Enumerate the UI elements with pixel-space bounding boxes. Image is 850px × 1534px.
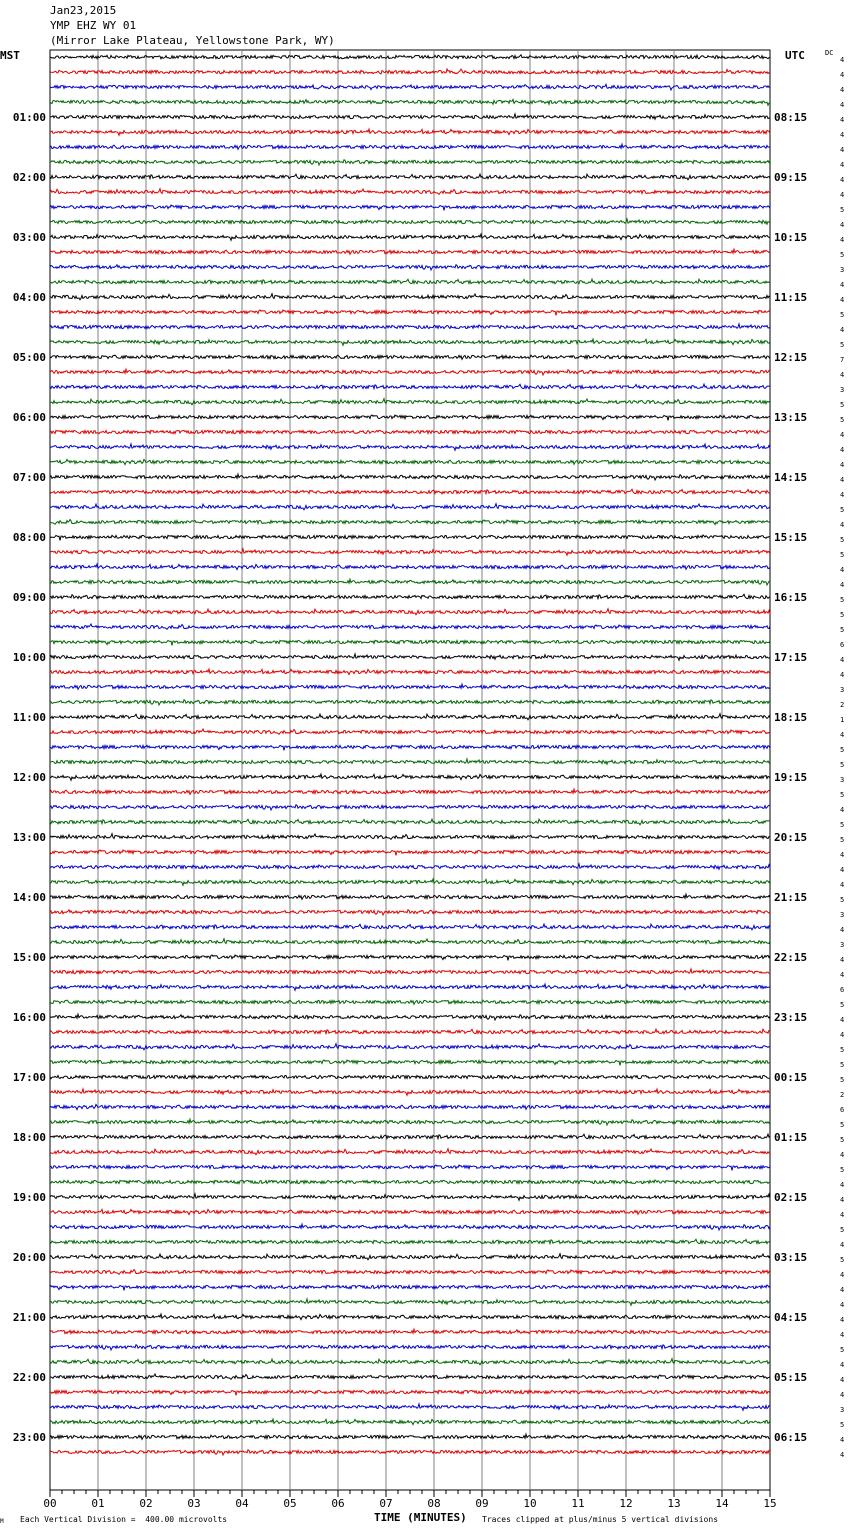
dc-value: 5 bbox=[840, 341, 845, 349]
dc-value: 4 bbox=[840, 1301, 845, 1309]
dc-value: 4 bbox=[840, 671, 845, 679]
dc-value: 5 bbox=[840, 746, 845, 754]
dc-value: 4 bbox=[840, 881, 845, 889]
dc-value: 4 bbox=[840, 176, 845, 184]
seismic-trace bbox=[50, 294, 770, 300]
dc-value: 5 bbox=[840, 626, 845, 634]
seismic-trace bbox=[50, 520, 770, 525]
dc-value: 3 bbox=[840, 686, 845, 694]
dc-value: 4 bbox=[840, 1016, 845, 1024]
right-hour-label: 16:15 bbox=[774, 591, 808, 604]
dc-value: 4 bbox=[840, 866, 845, 874]
seismic-trace bbox=[50, 549, 770, 555]
seismic-trace bbox=[50, 69, 770, 74]
seismic-trace bbox=[50, 1075, 770, 1079]
seismic-trace bbox=[50, 84, 770, 90]
dc-value: 4 bbox=[840, 491, 845, 499]
seismic-trace bbox=[50, 819, 770, 825]
dc-value: 4 bbox=[840, 476, 845, 484]
dc-value: 3 bbox=[840, 941, 845, 949]
left-hour-label: 08:00 bbox=[12, 531, 46, 544]
dc-value: 5 bbox=[840, 836, 845, 844]
dc-value: 3 bbox=[840, 386, 845, 394]
seismic-trace bbox=[50, 310, 770, 315]
seismic-trace bbox=[50, 1434, 770, 1439]
division-note: Each Vertical Division = 400.00 microvolts bbox=[20, 1515, 228, 1524]
dc-value: 5 bbox=[840, 506, 845, 514]
seismic-trace bbox=[50, 279, 770, 284]
seismic-trace bbox=[50, 55, 770, 59]
x-tick-label: 01 bbox=[91, 1497, 105, 1510]
seismic-trace bbox=[50, 265, 770, 270]
seismic-trace bbox=[50, 369, 770, 375]
seismic-trace bbox=[50, 955, 770, 960]
seismic-trace bbox=[50, 249, 770, 254]
dc-value: 7 bbox=[840, 356, 845, 364]
right-hour-label: 06:15 bbox=[774, 1431, 808, 1444]
dc-value: 5 bbox=[840, 1121, 845, 1129]
dc-value: 2 bbox=[840, 1091, 845, 1099]
x-tick-label: 04 bbox=[235, 1497, 249, 1510]
dc-value: 4 bbox=[840, 1451, 845, 1459]
seismic-trace bbox=[50, 489, 770, 494]
dc-value: 5 bbox=[840, 401, 845, 409]
seismic-trace bbox=[50, 969, 770, 974]
seismic-trace bbox=[50, 879, 770, 885]
left-hour-label: 15:00 bbox=[12, 951, 46, 964]
seismic-trace bbox=[50, 219, 770, 224]
seismic-trace bbox=[50, 654, 770, 660]
x-tick-label: 15 bbox=[763, 1497, 777, 1510]
dc-value: 4 bbox=[840, 1316, 845, 1324]
right-hour-label: 13:15 bbox=[774, 411, 808, 424]
left-hour-label: 13:00 bbox=[12, 831, 46, 844]
x-tick-label: 07 bbox=[379, 1497, 393, 1510]
x-tick-label: 00 bbox=[43, 1497, 57, 1510]
seismic-trace bbox=[50, 1014, 770, 1020]
seismic-trace bbox=[50, 174, 770, 180]
left-hour-label: 23:00 bbox=[12, 1431, 46, 1444]
seismic-trace bbox=[50, 714, 770, 720]
seismic-trace bbox=[50, 669, 770, 675]
dc-value: 4 bbox=[840, 731, 845, 739]
x-tick-label: 03 bbox=[187, 1497, 201, 1510]
seismic-trace bbox=[50, 1404, 770, 1410]
x-axis-label: TIME (MINUTES) bbox=[374, 1511, 467, 1524]
dc-value: 5 bbox=[840, 536, 845, 544]
dc-value: 3 bbox=[840, 1406, 845, 1414]
left-hour-label: 06:00 bbox=[12, 411, 46, 424]
right-hour-label: 03:15 bbox=[774, 1251, 808, 1264]
right-hour-label: 05:15 bbox=[774, 1371, 808, 1384]
left-hour-label: 02:00 bbox=[12, 171, 46, 184]
dc-value: 4 bbox=[840, 926, 845, 934]
dc-value: 6 bbox=[840, 986, 845, 994]
dc-value: 1 bbox=[840, 716, 845, 724]
dc-value: 5 bbox=[840, 206, 845, 214]
seismic-trace bbox=[50, 564, 770, 570]
seismic-trace bbox=[50, 864, 770, 869]
dc-value: 6 bbox=[840, 641, 845, 649]
left-hour-label: 11:00 bbox=[12, 711, 46, 724]
dc-value: 5 bbox=[840, 251, 845, 259]
dc-value: 4 bbox=[840, 1196, 845, 1204]
left-hour-label: 03:00 bbox=[12, 231, 46, 244]
seismic-trace bbox=[50, 789, 770, 794]
left-hour-label: 20:00 bbox=[12, 1251, 46, 1264]
x-tick-label: 13 bbox=[667, 1497, 681, 1510]
dc-value: 4 bbox=[840, 1376, 845, 1384]
seismic-trace bbox=[50, 774, 770, 780]
seismic-trace bbox=[50, 1149, 770, 1155]
left-hour-label: 22:00 bbox=[12, 1371, 46, 1384]
left-hour-label: 14:00 bbox=[12, 891, 46, 904]
x-tick-label: 12 bbox=[619, 1497, 633, 1510]
seismic-trace bbox=[50, 205, 770, 210]
seismic-trace bbox=[50, 834, 770, 840]
left-hour-label: 17:00 bbox=[12, 1071, 46, 1084]
seismic-trace bbox=[50, 984, 770, 990]
dc-value: 4 bbox=[840, 566, 845, 574]
right-hour-label: 12:15 bbox=[774, 351, 808, 364]
seismic-trace bbox=[50, 1224, 770, 1230]
dc-value: 4 bbox=[840, 221, 845, 229]
dc-value: 5 bbox=[840, 1166, 845, 1174]
dc-value: 3 bbox=[840, 776, 845, 784]
dc-value: 4 bbox=[840, 971, 845, 979]
dc-value: 5 bbox=[840, 791, 845, 799]
dc-value: 5 bbox=[840, 1136, 845, 1144]
dc-value: 4 bbox=[840, 86, 845, 94]
seismic-trace bbox=[50, 1194, 770, 1200]
seismic-trace bbox=[50, 700, 770, 705]
right-hour-label: 01:15 bbox=[774, 1131, 808, 1144]
dc-value: 4 bbox=[840, 431, 845, 439]
x-tick-label: 08 bbox=[427, 1497, 441, 1510]
seismic-trace bbox=[50, 939, 770, 945]
left-hour-label: 05:00 bbox=[12, 351, 46, 364]
seismic-trace bbox=[50, 1254, 770, 1260]
dc-value: 2 bbox=[840, 701, 845, 709]
left-timezone-label: MST bbox=[0, 49, 20, 62]
dc-value: 4 bbox=[840, 956, 845, 964]
station-label: YMP EHZ WY 01 bbox=[50, 19, 137, 32]
dc-value: 4 bbox=[840, 161, 845, 169]
dc-value: 4 bbox=[840, 461, 845, 469]
dc-value: 4 bbox=[840, 116, 845, 124]
seismic-trace bbox=[50, 1165, 770, 1170]
right-hour-label: 09:15 bbox=[774, 171, 808, 184]
right-timezone-label: UTC bbox=[785, 49, 805, 62]
seismic-trace bbox=[50, 640, 770, 645]
dc-value: 4 bbox=[840, 656, 845, 664]
seismic-trace bbox=[50, 805, 770, 810]
dc-value: 4 bbox=[840, 1331, 845, 1339]
x-tick-label: 02 bbox=[139, 1497, 153, 1510]
dc-value: 6 bbox=[840, 1106, 845, 1114]
x-tick-label: 10 bbox=[523, 1497, 537, 1510]
right-hour-label: 18:15 bbox=[774, 711, 808, 724]
dc-value: 4 bbox=[840, 326, 845, 334]
dc-value: 4 bbox=[840, 1286, 845, 1294]
left-hour-label: 19:00 bbox=[12, 1191, 46, 1204]
seismic-trace bbox=[50, 1134, 770, 1139]
seismic-trace bbox=[50, 129, 770, 135]
dc-value: 4 bbox=[840, 131, 845, 139]
seismic-trace bbox=[50, 1374, 770, 1379]
seismic-trace bbox=[50, 1089, 770, 1095]
seismic-trace bbox=[50, 1104, 770, 1109]
dc-column-label: DC bbox=[825, 49, 834, 57]
right-hour-label: 17:15 bbox=[774, 651, 808, 664]
dc-value: 5 bbox=[840, 551, 845, 559]
seismic-trace bbox=[50, 910, 770, 915]
seismic-trace bbox=[50, 1044, 770, 1050]
x-tick-label: 11 bbox=[571, 1497, 585, 1510]
dc-value: 5 bbox=[840, 596, 845, 604]
left-hour-label: 09:00 bbox=[12, 591, 46, 604]
seismic-trace bbox=[50, 459, 770, 464]
dc-value: 4 bbox=[840, 851, 845, 859]
dc-value: 4 bbox=[840, 1151, 845, 1159]
seismic-trace bbox=[50, 144, 770, 149]
seismic-trace bbox=[50, 1239, 770, 1244]
right-hour-label: 11:15 bbox=[774, 291, 808, 304]
seismic-trace bbox=[50, 1285, 770, 1290]
dc-value: 5 bbox=[840, 821, 845, 829]
left-hour-label: 10:00 bbox=[12, 651, 46, 664]
seismic-trace bbox=[50, 1345, 770, 1350]
seismic-trace bbox=[50, 355, 770, 359]
dc-value: 4 bbox=[840, 101, 845, 109]
seismic-trace bbox=[50, 160, 770, 165]
right-hour-label: 04:15 bbox=[774, 1311, 808, 1324]
left-hour-label: 12:00 bbox=[12, 771, 46, 784]
seismic-trace bbox=[50, 609, 770, 615]
seismic-trace bbox=[50, 114, 770, 119]
dc-value: 4 bbox=[840, 1271, 845, 1279]
right-hour-label: 15:15 bbox=[774, 531, 808, 544]
seismic-trace bbox=[50, 1419, 770, 1425]
seismic-trace bbox=[50, 759, 770, 764]
dc-value: 4 bbox=[840, 296, 845, 304]
dc-value: 4 bbox=[840, 806, 845, 814]
footer-corner-mark: M bbox=[0, 1518, 4, 1525]
dc-value: 3 bbox=[840, 911, 845, 919]
dc-value: 5 bbox=[840, 1076, 845, 1084]
right-hour-label: 20:15 bbox=[774, 831, 808, 844]
dc-value: 4 bbox=[840, 1391, 845, 1399]
dc-value: 4 bbox=[840, 71, 845, 79]
dc-value: 5 bbox=[840, 311, 845, 319]
seismic-trace bbox=[50, 430, 770, 434]
plot-frame bbox=[50, 50, 770, 1490]
dc-value: 5 bbox=[840, 1226, 845, 1234]
dc-value: 5 bbox=[840, 1346, 845, 1354]
dc-value: 4 bbox=[840, 521, 845, 529]
left-hour-label: 01:00 bbox=[12, 111, 46, 124]
seismic-trace bbox=[50, 684, 770, 689]
seismic-trace bbox=[50, 1029, 770, 1034]
dc-value: 4 bbox=[840, 236, 845, 244]
left-hour-label: 07:00 bbox=[12, 471, 46, 484]
left-hour-label: 21:00 bbox=[12, 1311, 46, 1324]
seismic-trace bbox=[50, 624, 770, 629]
right-hour-label: 10:15 bbox=[774, 231, 808, 244]
dc-value: 4 bbox=[840, 581, 845, 589]
dc-value: 5 bbox=[840, 896, 845, 904]
seismic-trace bbox=[50, 729, 770, 734]
x-tick-label: 05 bbox=[283, 1497, 297, 1510]
right-hour-label: 19:15 bbox=[774, 771, 808, 784]
seismic-trace bbox=[50, 1060, 770, 1065]
dc-value: 5 bbox=[840, 1421, 845, 1429]
dc-value: 3 bbox=[840, 266, 845, 274]
dc-value: 4 bbox=[840, 1241, 845, 1249]
dc-value: 5 bbox=[840, 1061, 845, 1069]
seismic-trace bbox=[50, 189, 770, 195]
left-hour-label: 18:00 bbox=[12, 1131, 46, 1144]
seismic-trace bbox=[50, 324, 770, 329]
right-hour-label: 23:15 bbox=[774, 1011, 808, 1024]
seismic-trace bbox=[50, 339, 770, 345]
right-hour-label: 21:15 bbox=[774, 891, 808, 904]
seismic-trace bbox=[50, 1329, 770, 1333]
x-tick-label: 09 bbox=[475, 1497, 489, 1510]
dc-value: 5 bbox=[840, 761, 845, 769]
seismic-trace bbox=[50, 1390, 770, 1395]
seismic-trace bbox=[50, 1299, 770, 1305]
seismic-trace bbox=[50, 399, 770, 405]
dc-value: 4 bbox=[840, 56, 845, 64]
seismic-trace bbox=[50, 1314, 770, 1320]
dc-value: 4 bbox=[840, 1211, 845, 1219]
clip-note: Traces clipped at plus/minus 5 vertical divisions bbox=[482, 1515, 719, 1524]
seismic-trace bbox=[50, 1000, 770, 1004]
dc-value: 4 bbox=[840, 281, 845, 289]
seismic-trace bbox=[50, 99, 770, 105]
dc-value: 4 bbox=[840, 1436, 845, 1444]
location-label: (Mirror Lake Plateau, Yellowstone Park, WY) bbox=[50, 34, 335, 47]
right-hour-label: 00:15 bbox=[774, 1071, 808, 1084]
dc-value: 5 bbox=[840, 1001, 845, 1009]
left-hour-label: 16:00 bbox=[12, 1011, 46, 1024]
dc-value: 5 bbox=[840, 611, 845, 619]
dc-value: 4 bbox=[840, 446, 845, 454]
seismic-trace bbox=[50, 1450, 770, 1455]
seismic-trace bbox=[50, 234, 770, 240]
seismic-trace bbox=[50, 579, 770, 585]
dc-value: 4 bbox=[840, 146, 845, 154]
seismic-trace bbox=[50, 384, 770, 389]
dc-value: 5 bbox=[840, 416, 845, 424]
right-hour-label: 14:15 bbox=[774, 471, 808, 484]
seismic-trace bbox=[50, 594, 770, 599]
seismic-trace bbox=[50, 415, 770, 420]
dc-value: 4 bbox=[840, 191, 845, 199]
seismic-trace bbox=[50, 474, 770, 480]
seismic-trace bbox=[50, 1359, 770, 1365]
seismic-trace bbox=[50, 745, 770, 750]
seismic-trace bbox=[50, 535, 770, 540]
seismic-trace bbox=[50, 1209, 770, 1214]
seismic-trace bbox=[50, 894, 770, 899]
seismic-trace bbox=[50, 1119, 770, 1125]
dc-value: 5 bbox=[840, 1256, 845, 1264]
x-tick-label: 14 bbox=[715, 1497, 729, 1510]
seismic-trace bbox=[50, 1180, 770, 1184]
dc-value: 5 bbox=[840, 1046, 845, 1054]
seismic-trace bbox=[50, 1270, 770, 1275]
date-label: Jan23,2015 bbox=[50, 4, 117, 17]
seismic-trace bbox=[50, 444, 770, 450]
seismic-trace bbox=[50, 850, 770, 855]
left-hour-label: 04:00 bbox=[12, 291, 46, 304]
seismic-trace bbox=[50, 924, 770, 930]
right-hour-label: 22:15 bbox=[774, 951, 808, 964]
dc-value: 4 bbox=[840, 1031, 845, 1039]
seismic-trace bbox=[50, 504, 770, 510]
right-hour-label: 02:15 bbox=[774, 1191, 808, 1204]
x-tick-label: 06 bbox=[331, 1497, 345, 1510]
right-hour-label: 08:15 bbox=[774, 111, 808, 124]
dc-value: 4 bbox=[840, 371, 845, 379]
dc-value: 4 bbox=[840, 1361, 845, 1369]
dc-value: 4 bbox=[840, 1181, 845, 1189]
